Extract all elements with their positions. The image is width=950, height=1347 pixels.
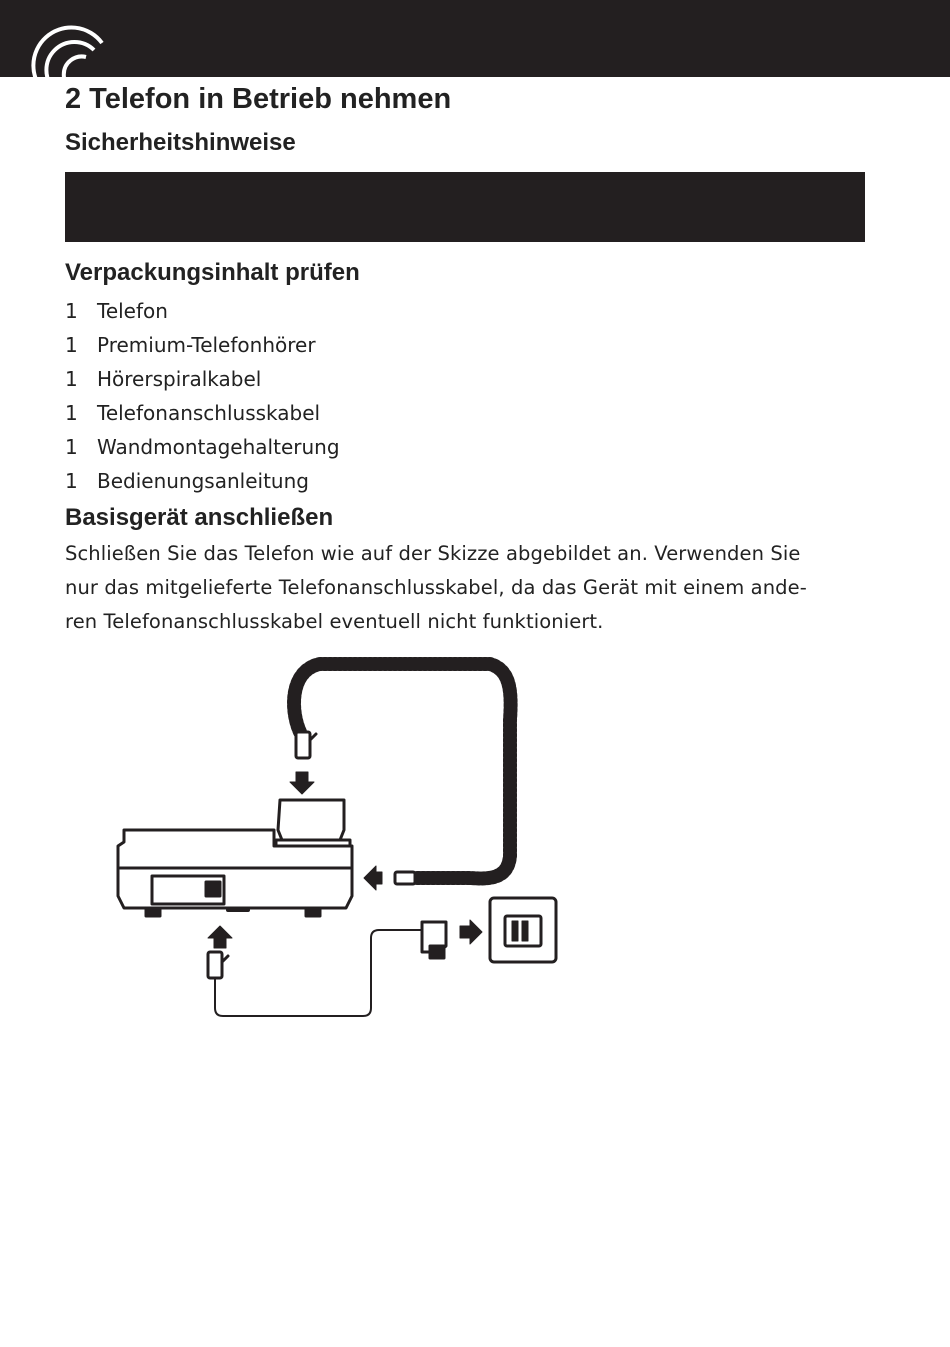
connect-instructions (65, 537, 875, 639)
safety-notice-box (65, 172, 865, 242)
item-label: Bedienungsanleitung (97, 469, 309, 493)
item-label: Telefonanschlusskabel (97, 401, 321, 425)
list-item (65, 466, 340, 500)
item-qty: 1 (65, 435, 78, 459)
header-bar (0, 0, 950, 77)
item-qty: 1 (65, 469, 78, 493)
arrow-down-icon (290, 772, 314, 794)
paragraph-line: nur das mitgelieferte Telefonanschlusskabel, da das Gerät mit einem ande- (65, 576, 807, 599)
arrow-up-icon (208, 926, 232, 948)
list-item (65, 296, 340, 330)
circular-arcs-logo-icon (16, 8, 112, 77)
page-title: 2 Telefon in Betrieb nehmen (65, 83, 452, 115)
safety-heading: Sicherheitshinweise (65, 129, 296, 156)
paragraph-line: ren Telefonanschlusskabel eventuell nicht funktioniert. (65, 610, 604, 633)
connect-heading: Basisgerät anschließen (65, 504, 334, 531)
arrow-right-icon (460, 920, 482, 944)
cord-plug-icon (395, 872, 415, 884)
item-qty: 1 (65, 333, 78, 357)
list-item (65, 398, 340, 432)
list-item (65, 330, 340, 364)
wall-socket-icon (490, 898, 556, 962)
item-label: Hörerspiralkabel (97, 367, 262, 391)
line-cord-icon (208, 922, 446, 1016)
list-item (65, 432, 340, 466)
item-label: Telefon (97, 299, 168, 323)
item-qty: 1 (65, 367, 78, 391)
item-label: Premium-Telefonhörer (97, 333, 316, 357)
arrow-left-icon (364, 866, 382, 890)
item-qty: 1 (65, 299, 78, 323)
connection-diagram (110, 650, 570, 1030)
contents-heading: Verpackungsinhalt prüfen (65, 259, 360, 286)
item-qty: 1 (65, 401, 78, 425)
list-item (65, 364, 340, 398)
package-contents-list (65, 296, 340, 500)
item-label: Wandmontagehalterung (97, 435, 340, 459)
paragraph-line: Schließen Sie das Telefon wie auf der Skizze abgebildet an. Verwenden Sie (65, 542, 801, 565)
